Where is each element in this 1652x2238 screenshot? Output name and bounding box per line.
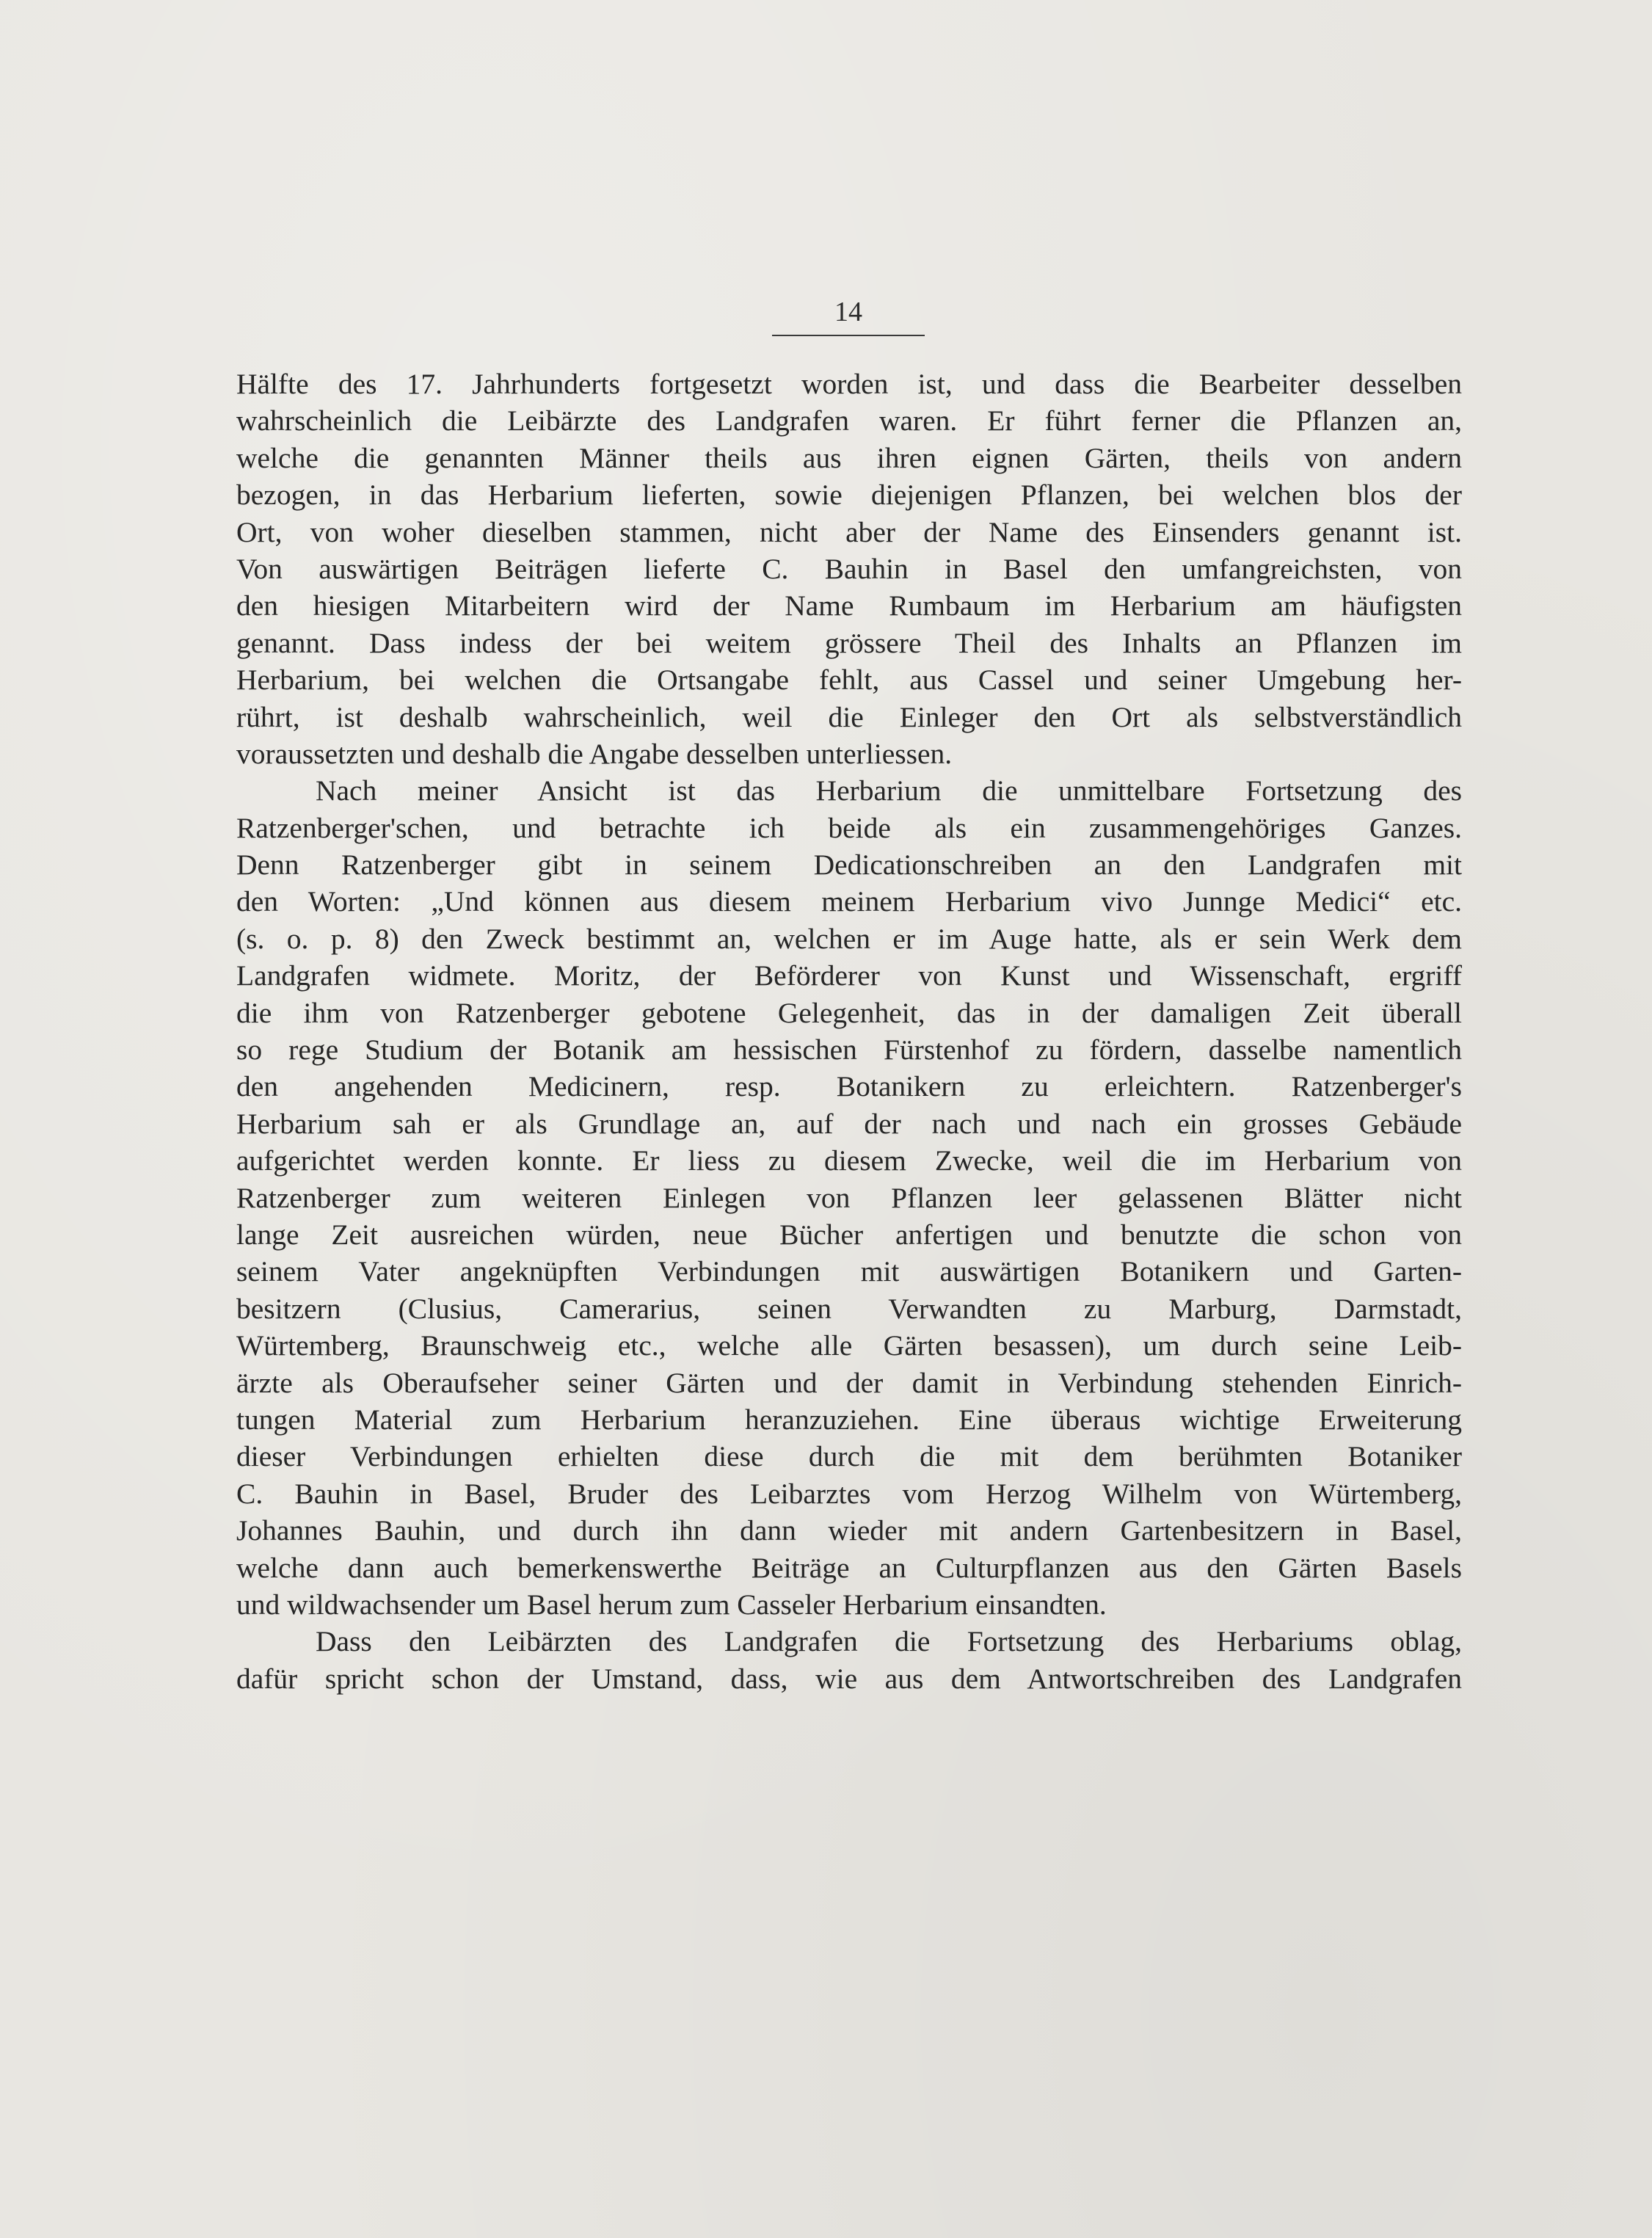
text-line: Würtemberg, Braunschweig etc., welche alle Gärten besassen), um durch seine Leib-: [236, 1329, 1462, 1362]
page-number-rule: [772, 335, 925, 336]
text-line: so rege Studium der Botanik am hessischen Fürstenhof zu fördern, dasselbe namentlich: [236, 1033, 1462, 1067]
text-line: dieser Verbindungen erhielten diese durch die mit dem berühmten Botaniker: [236, 1440, 1462, 1473]
text-line: Dass den Leibärzten des Landgrafen die Fortsetzung des Herbariums oblag,: [316, 1625, 1462, 1658]
text-line: welche die genannten Männer theils aus ihren eignen Gärten, theils von andern: [236, 441, 1462, 474]
text-line: Ratzenberger zum weiteren Einlegen von Pflanzen leer gelassenen Blätter nicht: [236, 1181, 1462, 1214]
text-line: C. Bauhin in Basel, Bruder des Leibarztes vom Herzog Wilhelm von Würtemberg,: [236, 1477, 1462, 1510]
text-line: aufgerichtet werden konnte. Er liess zu diesem Zwecke, weil die im Herbarium von: [236, 1144, 1462, 1177]
text-line: Ratzenberger'schen, und betrachte ich beide als ein zusammengehöriges Ganzes.: [236, 811, 1462, 844]
text-line: dafür spricht schon der Umstand, dass, wie aus dem Antwortschreiben des Landgrafen: [236, 1662, 1462, 1695]
text-line: Herbarium sah er als Grundlage an, auf der nach und nach ein grosses Gebäude: [236, 1107, 1462, 1140]
text-line: bezogen, in das Herbarium lieferten, sowie diejenigen Pflanzen, bei welchen blos der: [236, 479, 1462, 512]
text-line: den Worten: „Und können aus diesem meinem Herbarium vivo Junnge Medici“ etc.: [236, 885, 1462, 918]
text-line: Denn Ratzenberger gibt in seinem Dedicationschreiben an den Landgrafen mit: [236, 849, 1462, 882]
page-number: 14: [834, 297, 862, 327]
text-line: seinem Vater angeknüpften Verbindungen mit auswärtigen Botanikern und Garten-: [236, 1255, 1462, 1288]
text-line: Johannes Bauhin, und durch ihn dann wieder mit andern Gartenbesitzern in Basel,: [236, 1514, 1462, 1547]
text-line: Nach meiner Ansicht ist das Herbarium die unmittelbare Fortsetzung des: [316, 774, 1462, 807]
text-line: lange Zeit ausreichen würden, neue Bücher anfertigen und benutzte die schon von: [236, 1218, 1462, 1251]
text-line: ärzte als Oberaufseher seiner Gärten und der damit in Verbindung stehenden Einrich-: [236, 1366, 1462, 1399]
text-line: Von auswärtigen Beiträgen lieferte C. Bauhin in Basel den umfangreichsten, von: [236, 552, 1462, 585]
text-line: Hälfte des 17. Jahrhunderts fortgesetzt worden ist, und dass die Bearbeiter desselben: [236, 368, 1462, 400]
text-line: wahrscheinlich die Leibärzte des Landgrafen waren. Er führt ferner die Pflanzen an,: [236, 404, 1462, 437]
text-line: Herbarium, bei welchen die Ortsangabe fehlt, aus Cassel und seiner Umgebung her-: [236, 664, 1462, 697]
text-line: rührt, ist deshalb wahrscheinlich, weil die Einleger den Ort als selbstverständlich: [236, 700, 1462, 733]
text-line: Ort, von woher dieselben stammen, nicht aber der Name des Einsenders genannt ist.: [236, 515, 1462, 548]
text-line: den hiesigen Mitarbeitern wird der Name Rumbaum im Herbarium am häufigsten: [236, 589, 1462, 622]
text-line: Landgrafen widmete. Moritz, der Beförderer von Kunst und Wissenschaft, ergriff: [236, 959, 1462, 992]
text-line: voraussetzten und deshalb die Angabe desselben unterliessen.: [236, 737, 953, 770]
text-line: tungen Material zum Herbarium heranzuziehen. Eine überaus wichtige Erweiterung: [236, 1403, 1462, 1436]
text-line: welche dann auch bemerkenswerthe Beiträge an Culturpflanzen aus den Gärten Basels: [236, 1551, 1462, 1584]
text-line: und wildwachsender um Basel herum zum Casseler Herbarium einsandten.: [236, 1588, 1107, 1621]
text-line: genannt. Dass indess der bei weitem grössere Theil des Inhalts an Pflanzen im: [236, 626, 1462, 659]
text-line: (s. o. p. 8) den Zweck bestimmt an, welchen er im Auge hatte, als er sein Werk dem: [236, 922, 1462, 955]
text-line: den angehenden Medicinern, resp. Botanikern zu erleichtern. Ratzenberger's: [236, 1070, 1462, 1103]
text-line: besitzern (Clusius, Camerarius, seinen Verwandten zu Marburg, Darmstadt,: [236, 1292, 1462, 1325]
text-line: die ihm von Ratzenberger gebotene Gelegenheit, das in der damaligen Zeit überall: [236, 996, 1462, 1029]
body-text: [236, 366, 1462, 1697]
